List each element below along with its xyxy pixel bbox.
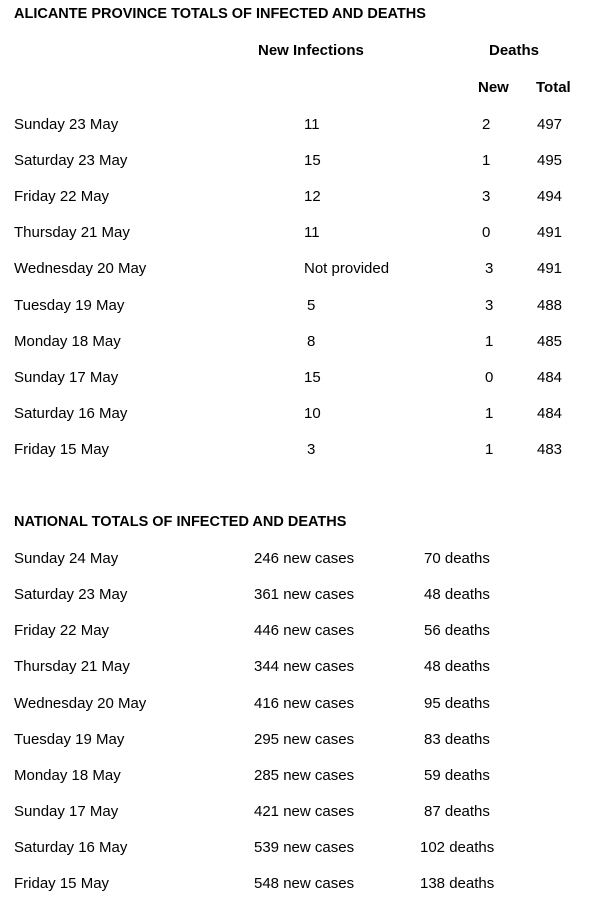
alicante-row-deaths-total: 484 xyxy=(537,369,563,386)
national-row-deaths: 87 deaths xyxy=(424,803,490,820)
alicante-row-infections: 8 xyxy=(307,333,316,350)
national-row-date: Tuesday 19 May xyxy=(14,731,125,748)
national-row-deaths: 138 deaths xyxy=(420,875,495,892)
national-row-deaths: 83 deaths xyxy=(424,731,490,748)
alicante-row-infections: 11 xyxy=(304,116,320,133)
national-row-date: Friday 15 May xyxy=(14,875,110,892)
alicante-row-date: Friday 15 May xyxy=(14,441,110,458)
header-new-infections: New Infections xyxy=(258,42,364,59)
alicante-row-date: Tuesday 19 May xyxy=(14,297,125,314)
national-row-date: Wednesday 20 May xyxy=(14,695,147,712)
alicante-row-deaths-new: 3 xyxy=(485,297,494,314)
alicante-row-deaths-total: 495 xyxy=(537,152,563,169)
alicante-row-deaths-total: 491 xyxy=(537,260,563,277)
national-row-cases: 416 new cases xyxy=(254,695,355,712)
national-title: NATIONAL TOTALS OF INFECTED AND DEATHS xyxy=(14,514,347,530)
national-row-deaths: 48 deaths xyxy=(424,658,490,675)
alicante-row-deaths-new: 2 xyxy=(482,116,491,133)
national-row-cases: 548 new cases xyxy=(254,875,355,892)
national-row-cases: 421 new cases xyxy=(254,803,355,820)
alicante-row-deaths-new: 0 xyxy=(485,369,494,386)
alicante-row-infections: 15 xyxy=(304,152,321,169)
alicante-row-date: Monday 18 May xyxy=(14,333,121,350)
alicante-row-deaths-total: 494 xyxy=(537,188,563,205)
alicante-row-infections: 3 xyxy=(307,441,316,458)
national-row-deaths: 70 deaths xyxy=(424,550,490,567)
alicante-row-deaths-new: 0 xyxy=(482,224,491,241)
alicante-row-infections: 12 xyxy=(304,188,321,205)
alicante-row-date: Friday 22 May xyxy=(14,188,110,205)
national-row-date: Thursday 21 May xyxy=(14,658,130,675)
alicante-row-deaths-new: 3 xyxy=(485,260,494,277)
alicante-row-infections: Not provided xyxy=(304,260,390,277)
header-deaths-new: New xyxy=(478,79,509,96)
alicante-row-deaths-total: 491 xyxy=(537,224,563,241)
national-row-cases: 285 new cases xyxy=(254,767,355,784)
national-row-date: Saturday 23 May xyxy=(14,586,128,603)
national-row-deaths: 56 deaths xyxy=(424,622,490,639)
national-row-date: Sunday 24 May xyxy=(14,550,119,567)
alicante-row-deaths-new: 1 xyxy=(485,405,494,422)
national-row-deaths: 95 deaths xyxy=(424,695,490,712)
alicante-row-date: Sunday 17 May xyxy=(14,369,119,386)
alicante-row-infections: 10 xyxy=(304,405,321,422)
alicante-row-deaths-new: 1 xyxy=(485,441,494,458)
national-row-cases: 295 new cases xyxy=(254,731,355,748)
alicante-row-deaths-total: 485 xyxy=(537,333,563,350)
national-row-cases: 344 new cases xyxy=(254,658,355,675)
alicante-row-infections: 5 xyxy=(307,297,316,314)
alicante-row-date: Wednesday 20 May xyxy=(14,260,147,277)
national-row-deaths: 48 deaths xyxy=(424,586,490,603)
national-row-date: Monday 18 May xyxy=(14,767,121,784)
alicante-row-deaths-total: 483 xyxy=(537,441,563,458)
alicante-row-deaths-new: 1 xyxy=(482,152,491,169)
national-row-date: Sunday 17 May xyxy=(14,803,119,820)
alicante-row-deaths-total: 488 xyxy=(537,297,563,314)
national-row-date: Friday 22 May xyxy=(14,622,110,639)
national-row-cases: 361 new cases xyxy=(254,586,355,603)
alicante-row-date: Thursday 21 May xyxy=(14,224,130,241)
national-row-cases: 246 new cases xyxy=(254,550,355,567)
national-row-cases: 539 new cases xyxy=(254,839,355,856)
alicante-row-deaths-new: 3 xyxy=(482,188,491,205)
alicante-row-infections: 15 xyxy=(304,369,321,386)
alicante-row-deaths-total: 484 xyxy=(537,405,563,422)
header-deaths: Deaths xyxy=(489,42,540,59)
national-row-cases: 446 new cases xyxy=(254,622,355,639)
alicante-row-date: Saturday 23 May xyxy=(14,152,128,169)
national-row-deaths: 59 deaths xyxy=(424,767,490,784)
alicante-row-date: Saturday 16 May xyxy=(14,405,128,422)
alicante-row-deaths-total: 497 xyxy=(537,116,563,133)
alicante-title: ALICANTE PROVINCE TOTALS OF INFECTED AND DEATHS xyxy=(14,6,426,22)
alicante-row-infections: 11 xyxy=(304,224,320,241)
national-row-deaths: 102 deaths xyxy=(420,839,495,856)
alicante-row-date: Sunday 23 May xyxy=(14,116,119,133)
national-row-date: Saturday 16 May xyxy=(14,839,128,856)
alicante-row-deaths-new: 1 xyxy=(485,333,494,350)
header-deaths-total: Total xyxy=(536,79,571,96)
